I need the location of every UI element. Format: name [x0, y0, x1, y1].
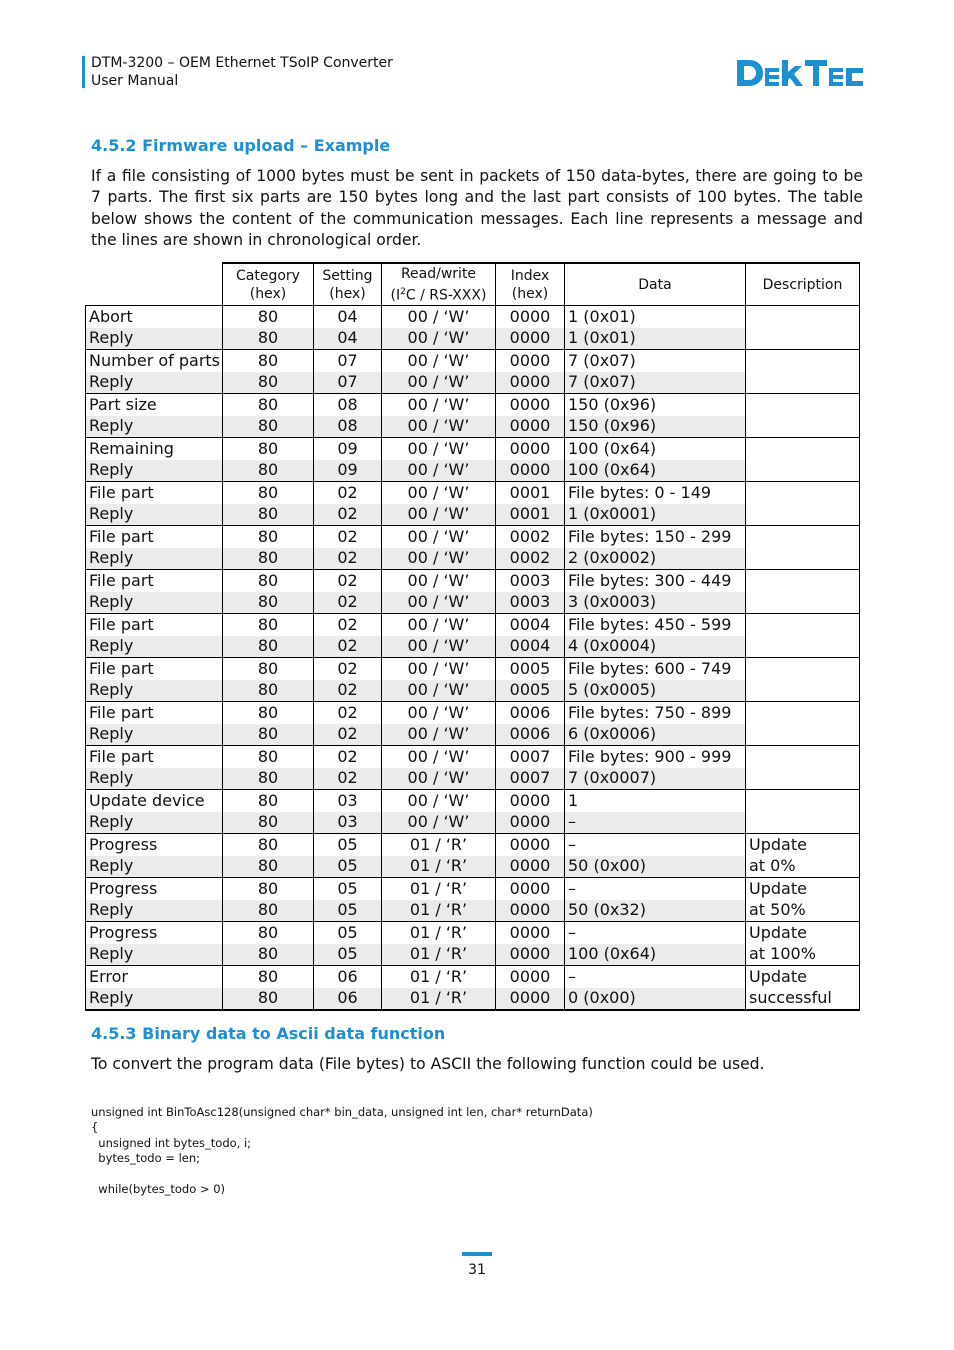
- cell-index: 0007: [496, 768, 565, 790]
- cell-category: 80: [223, 702, 314, 724]
- cell-setting: 07: [314, 372, 382, 394]
- table-row: [86, 636, 860, 658]
- cell-data: 4 (0x0004): [565, 636, 746, 658]
- cell-setting: 02: [314, 504, 382, 526]
- cell-setting: 05: [314, 878, 382, 900]
- cell-data: 0 (0x00): [565, 988, 746, 1011]
- cell-description: [746, 460, 860, 482]
- cell-category: 80: [223, 482, 314, 504]
- cell-setting: 05: [314, 834, 382, 856]
- cell-category: 80: [223, 856, 314, 878]
- cell-message: Progress: [86, 834, 223, 856]
- code-line: [91, 1167, 593, 1182]
- cell-category: 80: [223, 570, 314, 592]
- cell-read-write: 00 / ‘W’: [382, 592, 496, 614]
- cell-index: 0000: [496, 966, 565, 988]
- cell-read-write: 01 / ‘R’: [382, 944, 496, 966]
- cell-index: 0000: [496, 790, 565, 812]
- cell-data: 1 (0x01): [565, 328, 746, 350]
- message-table: [85, 262, 860, 1011]
- cell-read-write: 01 / ‘R’: [382, 988, 496, 1011]
- cell-read-write: 00 / ‘W’: [382, 548, 496, 570]
- header-blank: [86, 263, 223, 306]
- cell-category: 80: [223, 350, 314, 372]
- cell-description: [746, 768, 860, 790]
- cell-category: 80: [223, 614, 314, 636]
- cell-index: 0003: [496, 570, 565, 592]
- cell-category: 80: [223, 966, 314, 988]
- cell-setting: 05: [314, 922, 382, 944]
- cell-description: [746, 504, 860, 526]
- cell-setting: 05: [314, 900, 382, 922]
- cell-category: 80: [223, 812, 314, 834]
- cell-read-write: 00 / ‘W’: [382, 570, 496, 592]
- header-index: Index (hex): [496, 263, 565, 306]
- cell-read-write: 00 / ‘W’: [382, 702, 496, 724]
- cell-read-write: 00 / ‘W’: [382, 724, 496, 746]
- cell-data: File bytes: 0 - 149: [565, 482, 746, 504]
- cell-message: Abort: [86, 306, 223, 328]
- cell-description: [746, 482, 860, 504]
- cell-category: 80: [223, 306, 314, 328]
- cell-category: 80: [223, 504, 314, 526]
- cell-read-write: 00 / ‘W’: [382, 438, 496, 460]
- cell-description: [746, 592, 860, 614]
- cell-read-write: 00 / ‘W’: [382, 790, 496, 812]
- cell-description: [746, 570, 860, 592]
- cell-setting: 02: [314, 724, 382, 746]
- cell-index: 0000: [496, 878, 565, 900]
- cell-category: 80: [223, 768, 314, 790]
- cell-data: 1: [565, 790, 746, 812]
- table-row: [86, 394, 860, 416]
- header-description: Description: [746, 263, 860, 306]
- cell-index: 0000: [496, 328, 565, 350]
- cell-description: [746, 812, 860, 834]
- cell-message: Progress: [86, 922, 223, 944]
- cell-description: [746, 328, 860, 350]
- cell-data: 1 (0x0001): [565, 504, 746, 526]
- table-row: [86, 658, 860, 680]
- cell-index: 0007: [496, 746, 565, 768]
- cell-index: 0000: [496, 416, 565, 438]
- cell-description: [746, 680, 860, 702]
- table-row: [86, 438, 860, 460]
- header-setting: Setting (hex): [314, 263, 382, 306]
- table-row: [86, 504, 860, 526]
- cell-category: 80: [223, 416, 314, 438]
- cell-index: 0004: [496, 636, 565, 658]
- cell-index: 0000: [496, 922, 565, 944]
- cell-description: [746, 614, 860, 636]
- section-heading-firmware-upload: 4.5.2 Firmware upload – Example: [91, 136, 391, 155]
- cell-message: File part: [86, 658, 223, 680]
- cell-index: 0000: [496, 438, 565, 460]
- cell-data: –: [565, 878, 746, 900]
- cell-message: Reply: [86, 548, 223, 570]
- cell-message: File part: [86, 482, 223, 504]
- cell-message: Reply: [86, 988, 223, 1011]
- cell-data: 7 (0x07): [565, 372, 746, 394]
- cell-message: File part: [86, 614, 223, 636]
- cell-read-write: 01 / ‘R’: [382, 878, 496, 900]
- cell-setting: 07: [314, 350, 382, 372]
- table-row: [86, 812, 860, 834]
- cell-description: at 0%: [746, 856, 860, 878]
- table-row: [86, 306, 860, 328]
- cell-read-write: 01 / ‘R’: [382, 834, 496, 856]
- cell-description: [746, 438, 860, 460]
- cell-setting: 09: [314, 460, 382, 482]
- cell-data: 150 (0x96): [565, 416, 746, 438]
- cell-setting: 03: [314, 790, 382, 812]
- cell-index: 0006: [496, 702, 565, 724]
- cell-category: 80: [223, 526, 314, 548]
- cell-data: 2 (0x0002): [565, 548, 746, 570]
- cell-setting: 08: [314, 394, 382, 416]
- cell-category: 80: [223, 328, 314, 350]
- cell-setting: 02: [314, 482, 382, 504]
- cell-setting: 02: [314, 680, 382, 702]
- code-line: unsigned int BinToAsc128(unsigned char* bin_data, unsigned int len, char* returnData): [91, 1105, 593, 1119]
- table-row: [86, 966, 860, 988]
- table-row: [86, 746, 860, 768]
- cell-setting: 09: [314, 438, 382, 460]
- cell-data: –: [565, 966, 746, 988]
- section-paragraph-firmware-upload: If a file consisting of 1000 bytes must be sent in packets of 150 data-bytes, there are going to be 7 parts. The first six parts are 150 bytes long and the last part consists of 100 bytes. The table below shows the content of the communication messages. Each line represents a message and the lines are shown in chronological order.: [91, 167, 863, 249]
- cell-setting: 02: [314, 702, 382, 724]
- cell-message: Reply: [86, 504, 223, 526]
- cell-read-write: 01 / ‘R’: [382, 922, 496, 944]
- cell-message: File part: [86, 570, 223, 592]
- cell-message: File part: [86, 746, 223, 768]
- cell-category: 80: [223, 592, 314, 614]
- cell-index: 0000: [496, 350, 565, 372]
- page-number: 31: [468, 1262, 486, 1278]
- cell-index: 0000: [496, 856, 565, 878]
- cell-description: [746, 372, 860, 394]
- cell-data: 100 (0x64): [565, 460, 746, 482]
- table-row: [86, 614, 860, 636]
- cell-description: [746, 702, 860, 724]
- cell-description: [746, 416, 860, 438]
- cell-message: Reply: [86, 592, 223, 614]
- table-row: [86, 768, 860, 790]
- cell-message: Reply: [86, 724, 223, 746]
- cell-read-write: 01 / ‘R’: [382, 966, 496, 988]
- cell-description: Update: [746, 834, 860, 856]
- cell-description: [746, 306, 860, 328]
- table-row: [86, 944, 860, 966]
- cell-message: Error: [86, 966, 223, 988]
- code-line: bytes_todo = len;: [91, 1151, 201, 1166]
- cell-message: Reply: [86, 680, 223, 702]
- table-row: [86, 416, 860, 438]
- cell-category: 80: [223, 658, 314, 680]
- cell-data: File bytes: 300 - 449: [565, 570, 746, 592]
- table-row: [86, 724, 860, 746]
- table-row: [86, 482, 860, 504]
- cell-read-write: 00 / ‘W’: [382, 504, 496, 526]
- cell-read-write: 00 / ‘W’: [382, 746, 496, 768]
- cell-category: 80: [223, 922, 314, 944]
- table-header-row: [86, 263, 860, 306]
- cell-setting: 05: [314, 856, 382, 878]
- cell-category: 80: [223, 548, 314, 570]
- cell-read-write: 00 / ‘W’: [382, 416, 496, 438]
- cell-index: 0000: [496, 394, 565, 416]
- cell-data: 3 (0x0003): [565, 592, 746, 614]
- cell-read-write: 00 / ‘W’: [382, 328, 496, 350]
- dektec-logo: [735, 56, 865, 90]
- cell-index: 0005: [496, 658, 565, 680]
- cell-data: 1 (0x01): [565, 306, 746, 328]
- cell-read-write: 00 / ‘W’: [382, 460, 496, 482]
- cell-index: 0001: [496, 482, 565, 504]
- cell-message: Reply: [86, 460, 223, 482]
- cell-setting: 02: [314, 526, 382, 548]
- cell-setting: 06: [314, 966, 382, 988]
- cell-description: [746, 350, 860, 372]
- cell-description: at 50%: [746, 900, 860, 922]
- header-category: Category (hex): [223, 263, 314, 306]
- document-subtitle: User Manual: [91, 73, 179, 89]
- cell-read-write: 00 / ‘W’: [382, 350, 496, 372]
- cell-message: Reply: [86, 944, 223, 966]
- cell-description: [746, 526, 860, 548]
- cell-message: Reply: [86, 812, 223, 834]
- cell-index: 0001: [496, 504, 565, 526]
- cell-description: [746, 724, 860, 746]
- cell-setting: 04: [314, 328, 382, 350]
- table-row: [86, 328, 860, 350]
- cell-setting: 08: [314, 416, 382, 438]
- cell-data: –: [565, 922, 746, 944]
- cell-description: successful: [746, 988, 860, 1011]
- footer-accent-bar: [462, 1252, 492, 1256]
- cell-description: [746, 746, 860, 768]
- cell-message: Progress: [86, 878, 223, 900]
- cell-index: 0006: [496, 724, 565, 746]
- cell-message: Remaining: [86, 438, 223, 460]
- cell-data: File bytes: 750 - 899: [565, 702, 746, 724]
- cell-category: 80: [223, 790, 314, 812]
- table-row: [86, 834, 860, 856]
- cell-index: 0000: [496, 460, 565, 482]
- cell-data: 100 (0x64): [565, 438, 746, 460]
- cell-category: 80: [223, 878, 314, 900]
- cell-description: [746, 636, 860, 658]
- section-heading-binary-to-ascii: 4.5.3 Binary data to Ascii data function: [91, 1024, 446, 1043]
- cell-read-write: 00 / ‘W’: [382, 482, 496, 504]
- cell-data: –: [565, 834, 746, 856]
- cell-read-write: 00 / ‘W’: [382, 372, 496, 394]
- table-row: [86, 548, 860, 570]
- cell-description: Update: [746, 878, 860, 900]
- cell-index: 0003: [496, 592, 565, 614]
- cell-data: 50 (0x32): [565, 900, 746, 922]
- cell-setting: 02: [314, 636, 382, 658]
- cell-data: 7 (0x0007): [565, 768, 746, 790]
- cell-message: File part: [86, 702, 223, 724]
- code-listing: [91, 1105, 593, 1197]
- table-row: [86, 922, 860, 944]
- cell-setting: 02: [314, 592, 382, 614]
- cell-read-write: 00 / ‘W’: [382, 680, 496, 702]
- cell-category: 80: [223, 636, 314, 658]
- cell-index: 0004: [496, 614, 565, 636]
- cell-category: 80: [223, 724, 314, 746]
- cell-read-write: 01 / ‘R’: [382, 856, 496, 878]
- table-row: [86, 350, 860, 372]
- cell-data: File bytes: 450 - 599: [565, 614, 746, 636]
- cell-category: 80: [223, 438, 314, 460]
- cell-data: –: [565, 812, 746, 834]
- table-row: [86, 680, 860, 702]
- cell-setting: 03: [314, 812, 382, 834]
- table-row: [86, 460, 860, 482]
- cell-category: 80: [223, 944, 314, 966]
- cell-read-write: 00 / ‘W’: [382, 812, 496, 834]
- table-row: [86, 790, 860, 812]
- cell-message: Reply: [86, 856, 223, 878]
- cell-index: 0002: [496, 548, 565, 570]
- table-row: [86, 856, 860, 878]
- cell-setting: 04: [314, 306, 382, 328]
- cell-description: Update: [746, 966, 860, 988]
- cell-data: 100 (0x64): [565, 944, 746, 966]
- cell-read-write: 00 / ‘W’: [382, 306, 496, 328]
- code-line: while(bytes_todo > 0): [91, 1182, 226, 1197]
- cell-read-write: 00 / ‘W’: [382, 614, 496, 636]
- cell-index: 0000: [496, 372, 565, 394]
- cell-message: Update device: [86, 790, 223, 812]
- cell-message: Reply: [86, 416, 223, 438]
- table-row: [86, 526, 860, 548]
- cell-index: 0000: [496, 306, 565, 328]
- cell-setting: 02: [314, 570, 382, 592]
- cell-setting: 05: [314, 944, 382, 966]
- cell-setting: 02: [314, 746, 382, 768]
- cell-description: [746, 394, 860, 416]
- cell-setting: 02: [314, 614, 382, 636]
- table-row: [86, 878, 860, 900]
- cell-setting: 06: [314, 988, 382, 1011]
- section-paragraph-binary-to-ascii: To convert the program data (File bytes) to ASCII the following function could be used.: [91, 1055, 765, 1073]
- cell-description: [746, 790, 860, 812]
- cell-data: 150 (0x96): [565, 394, 746, 416]
- table-row: [86, 570, 860, 592]
- cell-index: 0005: [496, 680, 565, 702]
- cell-data: 7 (0x07): [565, 350, 746, 372]
- cell-category: 80: [223, 988, 314, 1011]
- cell-data: File bytes: 900 - 999: [565, 746, 746, 768]
- code-line: {: [91, 1120, 99, 1135]
- header-data: Data: [565, 263, 746, 306]
- cell-data: File bytes: 600 - 749: [565, 658, 746, 680]
- cell-read-write: 00 / ‘W’: [382, 394, 496, 416]
- cell-index: 0000: [496, 944, 565, 966]
- cell-data: 5 (0x0005): [565, 680, 746, 702]
- cell-message: Reply: [86, 900, 223, 922]
- cell-setting: 02: [314, 548, 382, 570]
- cell-category: 80: [223, 680, 314, 702]
- cell-data: File bytes: 150 - 299: [565, 526, 746, 548]
- cell-message: Reply: [86, 768, 223, 790]
- cell-read-write: 00 / ‘W’: [382, 658, 496, 680]
- cell-category: 80: [223, 460, 314, 482]
- cell-message: Reply: [86, 636, 223, 658]
- cell-category: 80: [223, 900, 314, 922]
- code-line: unsigned int bytes_todo, i;: [91, 1135, 252, 1150]
- table-row: [86, 372, 860, 394]
- cell-category: 80: [223, 746, 314, 768]
- cell-message: File part: [86, 526, 223, 548]
- cell-read-write: 00 / ‘W’: [382, 768, 496, 790]
- cell-setting: 02: [314, 658, 382, 680]
- table-body: [86, 306, 860, 1011]
- cell-read-write: 00 / ‘W’: [382, 636, 496, 658]
- header-accent-bar: [82, 56, 85, 88]
- cell-description: Update: [746, 922, 860, 944]
- cell-message: Reply: [86, 372, 223, 394]
- cell-category: 80: [223, 394, 314, 416]
- table-row: [86, 592, 860, 614]
- header-read-write: Read/write $(I^2C / RS-XXX)$: [382, 263, 496, 306]
- cell-read-write: 01 / ‘R’: [382, 900, 496, 922]
- cell-message: Part size: [86, 394, 223, 416]
- cell-message: Reply: [86, 328, 223, 350]
- cell-setting: 02: [314, 768, 382, 790]
- table-row: [86, 900, 860, 922]
- cell-category: 80: [223, 834, 314, 856]
- cell-index: 0000: [496, 988, 565, 1011]
- cell-category: 80: [223, 372, 314, 394]
- cell-data: 6 (0x0006): [565, 724, 746, 746]
- cell-index: 0000: [496, 834, 565, 856]
- document-title: DTM-3200 – OEM Ethernet TSoIP Converter: [91, 55, 393, 71]
- cell-description: [746, 658, 860, 680]
- cell-index: 0000: [496, 900, 565, 922]
- cell-description: at 100%: [746, 944, 860, 966]
- cell-index: 0000: [496, 812, 565, 834]
- cell-read-write: 00 / ‘W’: [382, 526, 496, 548]
- cell-message: Number of parts: [86, 350, 223, 372]
- cell-description: [746, 548, 860, 570]
- document-header: [91, 54, 393, 90]
- table-row: [86, 988, 860, 1011]
- table-row: [86, 702, 860, 724]
- cell-index: 0002: [496, 526, 565, 548]
- cell-data: 50 (0x00): [565, 856, 746, 878]
